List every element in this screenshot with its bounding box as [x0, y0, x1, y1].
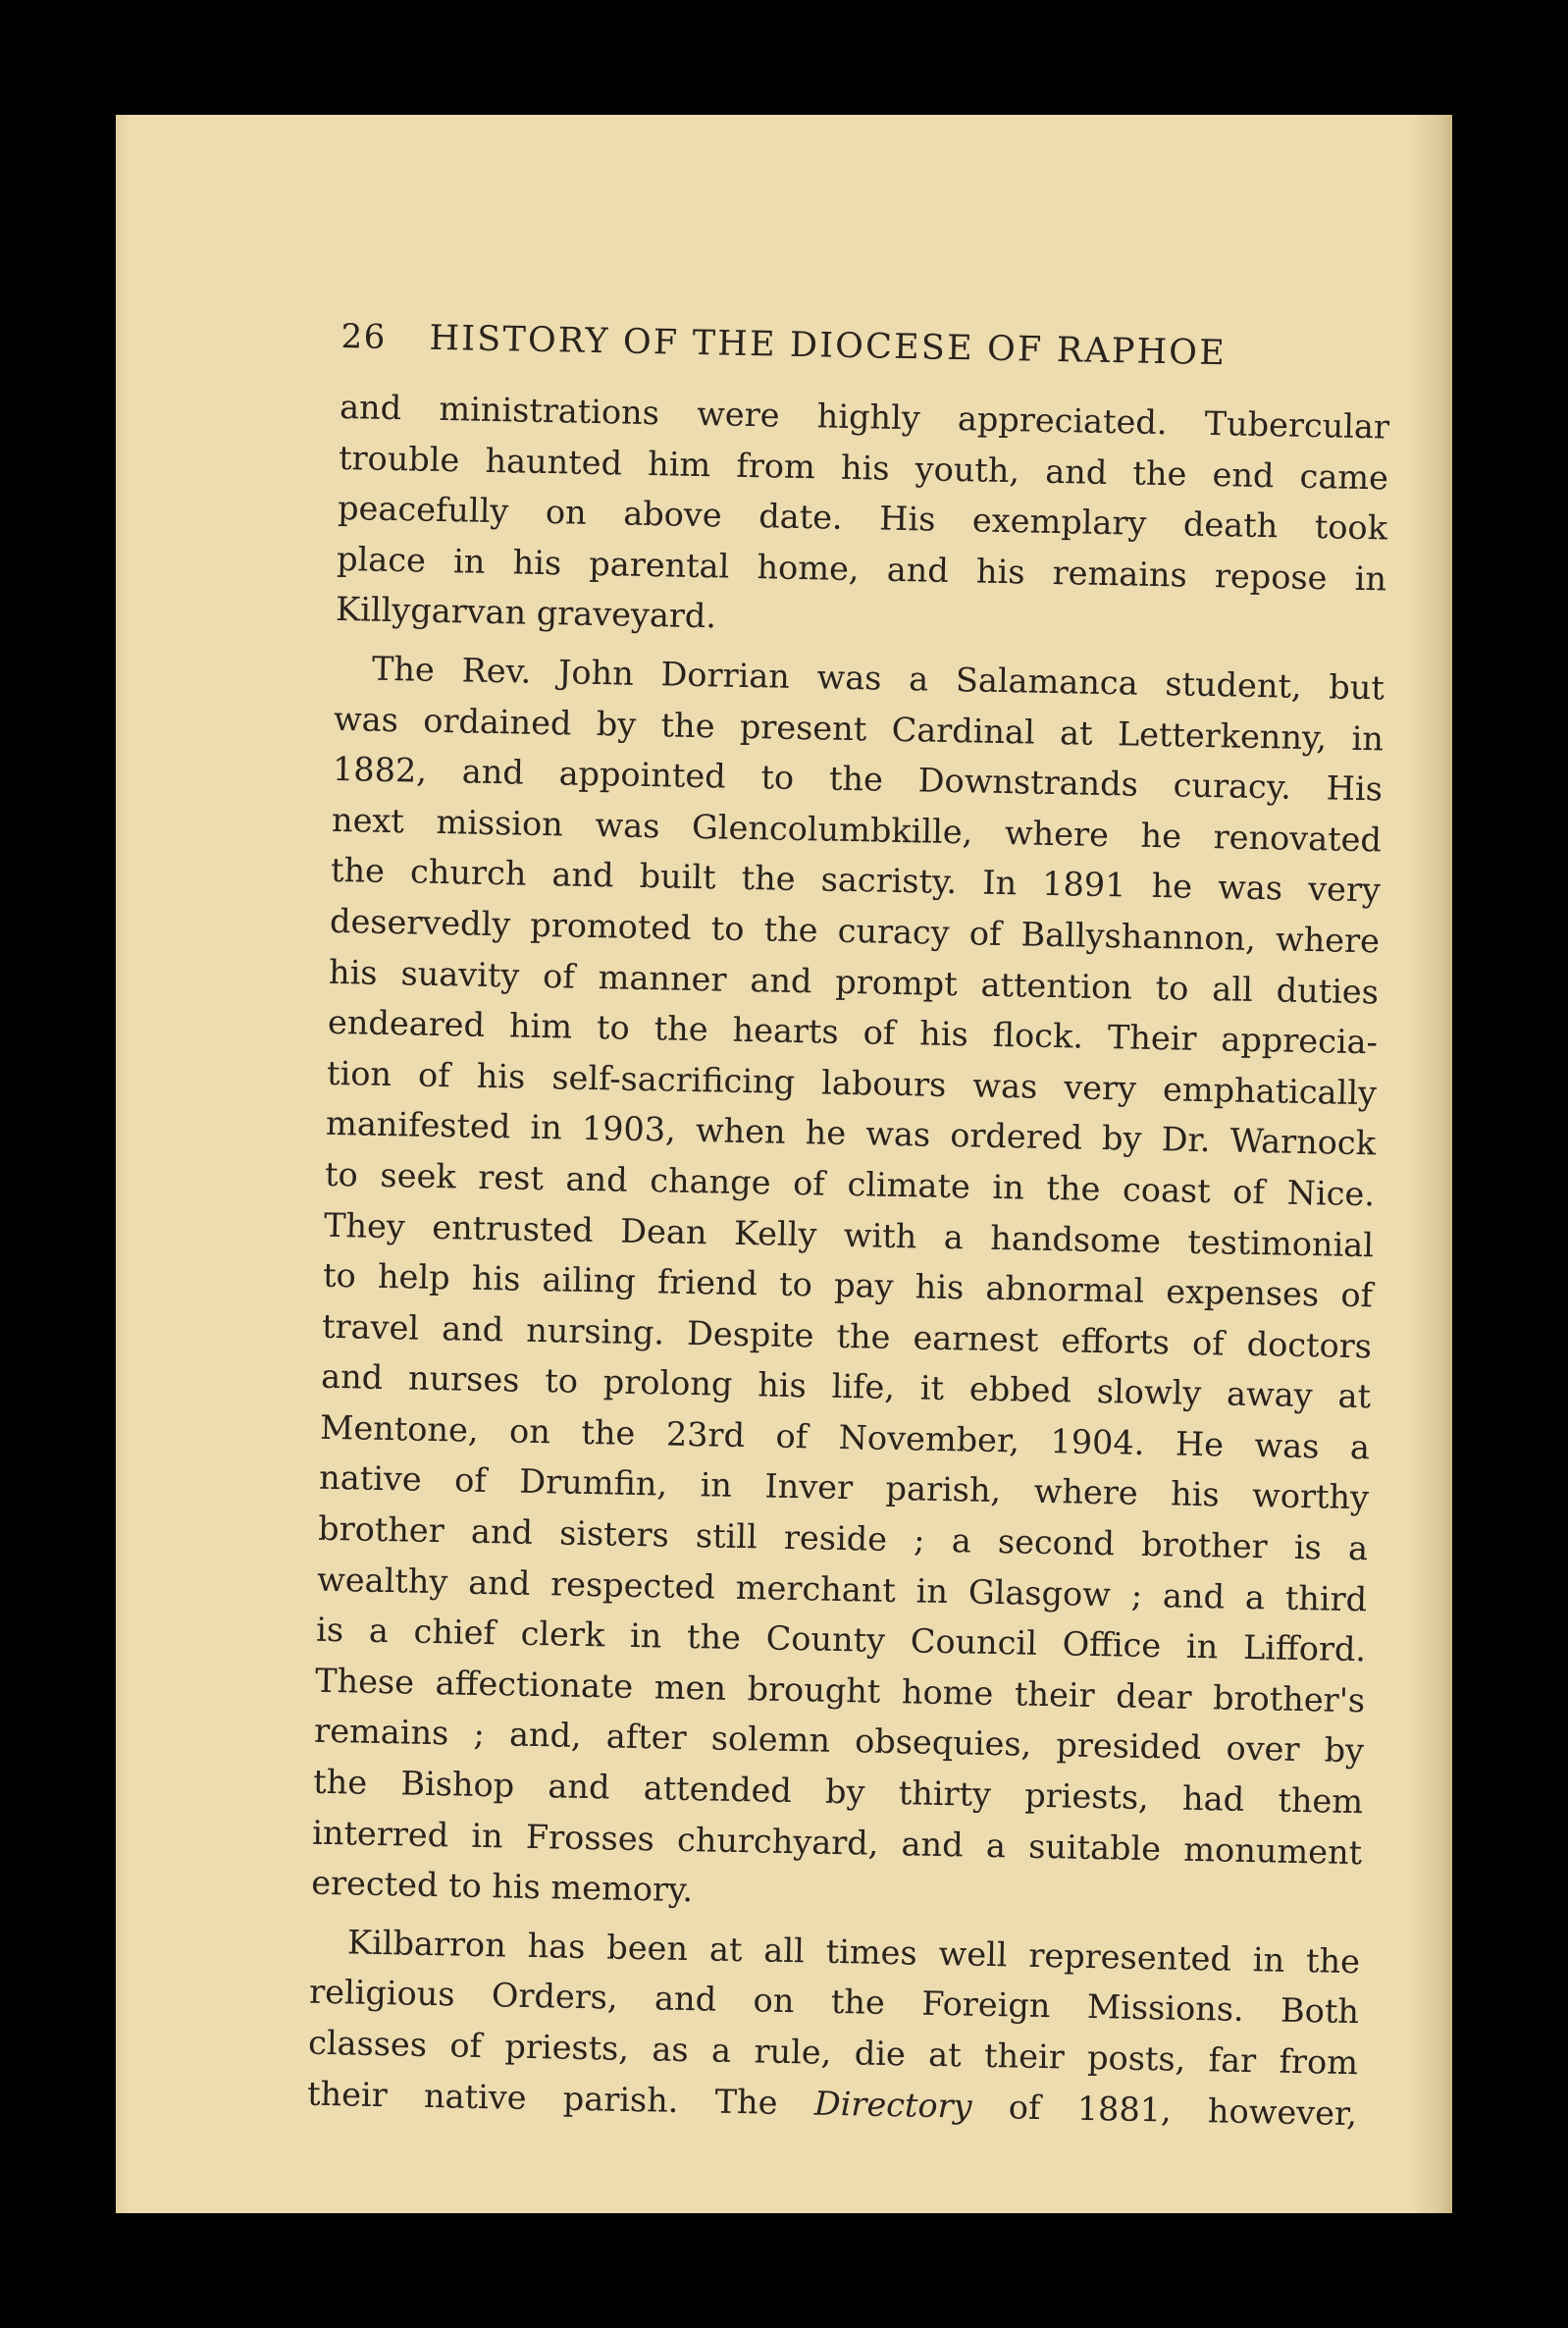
text-line: the Bishop and attended by thirty priests, had them — [312, 1762, 1364, 1822]
text-line: is a chief clerk in the County Council Office in Lifford. — [315, 1610, 1367, 1669]
text-line: to seek rest and change of climate in the coast of Nice. — [324, 1154, 1376, 1214]
text-line: erected to his memory. — [310, 1863, 694, 1910]
paragraph-1 — [336, 382, 1390, 655]
running-header — [340, 317, 1391, 393]
body-text — [307, 382, 1390, 2139]
text-line: religious Orders, and on the Foreign Missions. Both — [308, 1973, 1360, 2032]
text-line: interred in Frosses churchyard, and a suitable monument — [311, 1813, 1363, 1872]
text-line: 1882, and appointed to the Downstrands curacy. His — [332, 750, 1384, 809]
text-line: remains ; and, after solemn obsequies, presided over by — [313, 1712, 1365, 1771]
paragraph-2 — [311, 643, 1385, 1929]
text-line: trouble haunted him from his youth, and the end came — [338, 438, 1389, 498]
text-line: travel and nursing. Despite the earnest efforts of doctors — [321, 1306, 1373, 1366]
text-line: Killygarvan graveyard. — [335, 590, 717, 636]
text-line: his suavity of manner and prompt attention to all duties — [328, 952, 1380, 1011]
paragraph-3 — [307, 1916, 1361, 2139]
text-line: the church and built the sacristy. In 1891 he was very — [330, 851, 1382, 910]
text-line: classes of priests, as a rule, die at their posts, far from — [307, 2023, 1359, 2083]
text-line: and ministrations were highly appreciated. Tubercular — [339, 387, 1390, 447]
line-segment: of 1881, however, — [971, 2087, 1358, 2133]
text-line: Kilbarron has been at all times well represented in the — [346, 1923, 1361, 1982]
text-line: These affectionate men brought home their dear brother's — [314, 1661, 1366, 1720]
text-line: was ordained by the present Cardinal at Letterkenny, in — [333, 699, 1385, 759]
text-line: to help his ailing friend to pay his abnormal expenses of — [322, 1255, 1374, 1315]
text-line: Mentone, on the 23rd of November, 1904. He was a — [319, 1407, 1371, 1467]
book-page — [116, 115, 1452, 2213]
text-line: and nurses to prolong his life, it ebbed slowly away at — [320, 1357, 1372, 1416]
text-line: next mission was Glencolumbkille, where he renovated — [331, 800, 1383, 860]
text-line: tion of his self-sacrificing labours was very emphatically — [326, 1053, 1378, 1113]
page-number: 26 — [340, 316, 388, 357]
text-line: manifested in 1903, when he was ordered by Dr. Warnock — [325, 1104, 1377, 1163]
text-line: deservedly promoted to the curacy of Ballyshannon, where — [329, 901, 1381, 961]
text-line: peacefully on above date. His exemplary death took — [337, 489, 1388, 548]
text-line: wealthy and respected merchant in Glasgow ; and a third — [316, 1560, 1368, 1618]
text-line: endeared him to the hearts of his flock. Their apprecia- — [327, 1002, 1379, 1062]
text-line: brother and sisters still reside ; a second brother is a — [317, 1508, 1369, 1568]
running-title: HISTORY OF THE DIOCESE OF RAPHOE — [429, 318, 1228, 374]
text-line: They entrusted Dean Kelly with a handsome testimonial — [323, 1205, 1375, 1264]
text-line: The Rev. John Dorrian was a Salamanca student, but — [371, 649, 1385, 708]
line-segment: their native parish. The — [306, 2074, 815, 2123]
italic-title-directory: Directory — [813, 2084, 972, 2126]
text-line: place in his parental home, and his remains repose in — [336, 539, 1387, 599]
page-text-block — [307, 211, 1393, 2139]
text-line: native of Drumfin, in Inver parish, where his worthy — [318, 1458, 1370, 1517]
